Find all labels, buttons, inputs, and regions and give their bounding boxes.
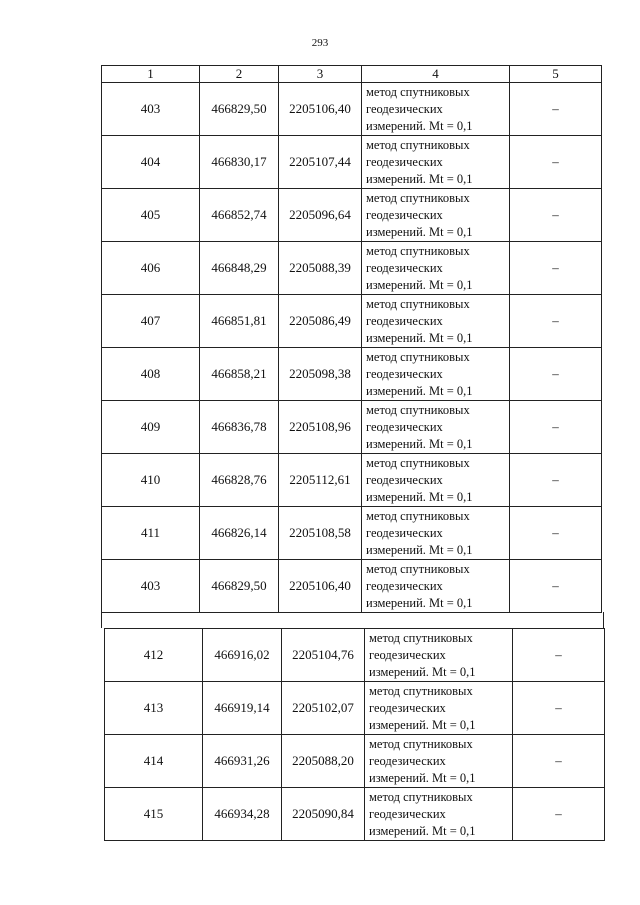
- method-line: метод спутниковых: [366, 455, 470, 470]
- x-coordinate-cell: 466826,14: [200, 507, 279, 560]
- x-coordinate-cell: 466852,74: [200, 189, 279, 242]
- table-row: [102, 136, 602, 189]
- x-coordinate-cell: 466828,76: [200, 454, 279, 507]
- table-row: [102, 348, 602, 401]
- method-line: геодезических: [366, 101, 443, 116]
- y-coordinate-cell: 2205112,61: [279, 454, 362, 507]
- x-coordinate-cell: 466934,28: [203, 788, 282, 841]
- x-coordinate-cell: 466931,26: [203, 735, 282, 788]
- x-coordinate-cell: 466858,21: [200, 348, 279, 401]
- method-line: измерений. Mt = 0,1: [366, 383, 473, 398]
- x-coordinate-cell: 466830,17: [200, 136, 279, 189]
- table-gap: [101, 612, 604, 628]
- y-coordinate-cell: 2205098,38: [279, 348, 362, 401]
- method-cell: [362, 454, 510, 507]
- x-coordinate-cell: 466836,78: [200, 401, 279, 454]
- method-cell: [362, 83, 510, 136]
- page-number: 293: [311, 37, 329, 49]
- table-row: [102, 83, 602, 136]
- table-row: [102, 189, 602, 242]
- method-line: измерений. Mt = 0,1: [366, 542, 473, 557]
- table-row: [102, 507, 602, 560]
- method-line: измерений. Mt = 0,1: [369, 823, 476, 838]
- method-line: измерений. Mt = 0,1: [366, 118, 473, 133]
- method-line: геодезических: [366, 472, 443, 487]
- note-cell: –: [510, 136, 602, 189]
- table-row: [102, 454, 602, 507]
- y-coordinate-cell: 2205104,76: [282, 629, 365, 682]
- note-cell: –: [510, 401, 602, 454]
- method-cell: [365, 629, 513, 682]
- method-line: метод спутниковых: [366, 190, 470, 205]
- method-line: метод спутниковых: [366, 296, 470, 311]
- header-col-4: 4: [362, 66, 510, 83]
- note-cell: –: [510, 295, 602, 348]
- method-line: измерений. Mt = 0,1: [366, 595, 473, 610]
- header-col-3: 3: [279, 66, 362, 83]
- header-col-1: 1: [102, 66, 200, 83]
- method-line: метод спутниковых: [366, 243, 470, 258]
- note-cell: –: [510, 83, 602, 136]
- method-line: метод спутниковых: [369, 736, 473, 751]
- point-number-cell: 412: [105, 629, 203, 682]
- note-cell: –: [513, 629, 605, 682]
- method-cell: [362, 189, 510, 242]
- x-coordinate-cell: 466919,14: [203, 682, 282, 735]
- method-line: измерений. Mt = 0,1: [366, 330, 473, 345]
- method-line: измерений. Mt = 0,1: [369, 664, 476, 679]
- x-coordinate-cell: 466829,50: [200, 83, 279, 136]
- y-coordinate-cell: 2205088,39: [279, 242, 362, 295]
- point-number-cell: 404: [102, 136, 200, 189]
- note-cell: –: [510, 560, 602, 613]
- coordinates-table: [101, 65, 602, 613]
- method-line: измерений. Mt = 0,1: [366, 277, 473, 292]
- method-line: метод спутниковых: [369, 630, 473, 645]
- point-number-cell: 413: [105, 682, 203, 735]
- y-coordinate-cell: 2205107,44: [279, 136, 362, 189]
- x-coordinate-cell: 466829,50: [200, 560, 279, 613]
- table-row: [102, 295, 602, 348]
- method-line: геодезических: [366, 154, 443, 169]
- method-line: измерений. Mt = 0,1: [366, 224, 473, 239]
- y-coordinate-cell: 2205088,20: [282, 735, 365, 788]
- y-coordinate-cell: 2205086,49: [279, 295, 362, 348]
- table-row: [102, 242, 602, 295]
- method-line: метод спутниковых: [369, 683, 473, 698]
- method-line: метод спутниковых: [366, 402, 470, 417]
- y-coordinate-cell: 2205102,07: [282, 682, 365, 735]
- table-row: [102, 401, 602, 454]
- method-line: измерений. Mt = 0,1: [369, 770, 476, 785]
- point-number-cell: 410: [102, 454, 200, 507]
- method-line: геодезических: [369, 647, 446, 662]
- y-coordinate-cell: 2205090,84: [282, 788, 365, 841]
- method-line: геодезических: [366, 366, 443, 381]
- header-col-2: 2: [200, 66, 279, 83]
- point-number-cell: 409: [102, 401, 200, 454]
- method-line: метод спутниковых: [366, 508, 470, 523]
- method-line: измерений. Mt = 0,1: [369, 717, 476, 732]
- table-row: [105, 629, 605, 682]
- method-cell: [365, 735, 513, 788]
- header-row: [102, 66, 602, 83]
- note-cell: –: [510, 348, 602, 401]
- note-cell: –: [510, 189, 602, 242]
- table-row: [105, 735, 605, 788]
- method-line: геодезических: [369, 700, 446, 715]
- method-line: измерений. Mt = 0,1: [366, 171, 473, 186]
- method-line: геодезических: [366, 578, 443, 593]
- method-line: геодезических: [366, 207, 443, 222]
- method-cell: [362, 401, 510, 454]
- point-number-cell: 408: [102, 348, 200, 401]
- method-line: геодезических: [366, 419, 443, 434]
- x-coordinate-cell: 466916,02: [203, 629, 282, 682]
- point-number-cell: 403: [102, 83, 200, 136]
- point-number-cell: 415: [105, 788, 203, 841]
- method-line: метод спутниковых: [366, 561, 470, 576]
- point-number-cell: 411: [102, 507, 200, 560]
- point-number-cell: 407: [102, 295, 200, 348]
- coordinates-table-continued: [104, 628, 605, 841]
- y-coordinate-cell: 2205108,96: [279, 401, 362, 454]
- method-cell: [365, 682, 513, 735]
- method-line: метод спутниковых: [366, 84, 470, 99]
- method-line: измерений. Mt = 0,1: [366, 436, 473, 451]
- method-line: геодезических: [369, 753, 446, 768]
- method-line: геодезических: [369, 806, 446, 821]
- method-cell: [362, 136, 510, 189]
- note-cell: –: [513, 788, 605, 841]
- point-number-cell: 406: [102, 242, 200, 295]
- method-cell: [362, 507, 510, 560]
- table-row: [105, 788, 605, 841]
- note-cell: –: [513, 735, 605, 788]
- method-line: метод спутниковых: [369, 789, 473, 804]
- method-line: геодезических: [366, 260, 443, 275]
- note-cell: –: [513, 682, 605, 735]
- point-number-cell: 403: [102, 560, 200, 613]
- x-coordinate-cell: 466848,29: [200, 242, 279, 295]
- y-coordinate-cell: 2205106,40: [279, 83, 362, 136]
- x-coordinate-cell: 466851,81: [200, 295, 279, 348]
- method-cell: [365, 788, 513, 841]
- y-coordinate-cell: 2205096,64: [279, 189, 362, 242]
- method-line: геодезических: [366, 525, 443, 540]
- method-cell: [362, 295, 510, 348]
- method-line: метод спутниковых: [366, 137, 470, 152]
- note-cell: –: [510, 507, 602, 560]
- note-cell: –: [510, 454, 602, 507]
- method-line: метод спутниковых: [366, 349, 470, 364]
- table-row: [102, 560, 602, 613]
- point-number-cell: 405: [102, 189, 200, 242]
- method-line: измерений. Mt = 0,1: [366, 489, 473, 504]
- method-cell: [362, 242, 510, 295]
- method-cell: [362, 348, 510, 401]
- note-cell: –: [510, 242, 602, 295]
- table-row: [105, 682, 605, 735]
- y-coordinate-cell: 2205108,58: [279, 507, 362, 560]
- method-cell: [362, 560, 510, 613]
- header-col-5: 5: [510, 66, 602, 83]
- y-coordinate-cell: 2205106,40: [279, 560, 362, 613]
- method-line: геодезических: [366, 313, 443, 328]
- point-number-cell: 414: [105, 735, 203, 788]
